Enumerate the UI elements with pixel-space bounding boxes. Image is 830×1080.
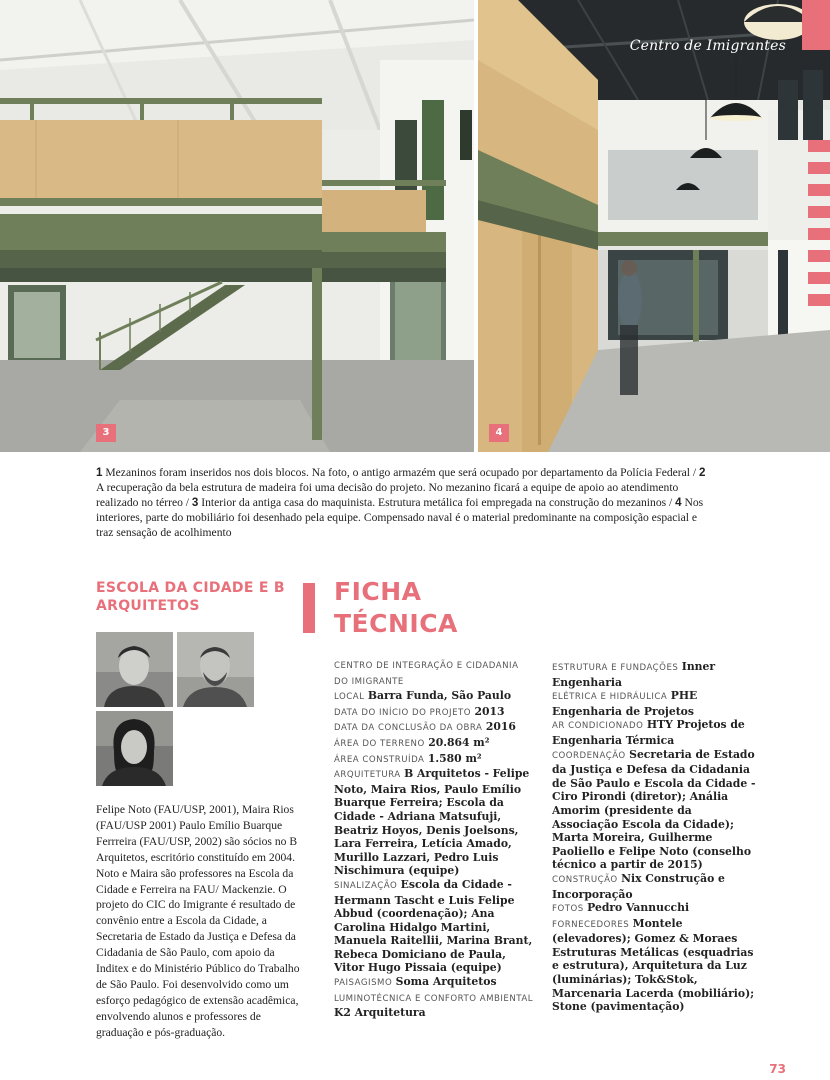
ficha-title-line: TÉCNICA: [334, 609, 458, 638]
photo-number-badge: 3: [96, 424, 116, 442]
ficha-label: LOCAL: [334, 692, 365, 703]
ficha-label: FOTOS: [552, 904, 584, 915]
ficha-entry: [334, 752, 534, 768]
ficha-label: ÁREA DO TERRENO: [334, 738, 425, 749]
ficha-label: ESTRUTURA E FUNDAÇÕES: [552, 663, 679, 673]
bio-heading: ESCOLA DA CIDADE E B ARQUITETOS: [96, 580, 285, 614]
caption-number: 4: [675, 496, 682, 509]
ficha-value: 2013: [474, 704, 505, 718]
photo-caption: [96, 465, 706, 540]
edge-index-marks: [808, 140, 830, 316]
ficha-label: DATA DO INÍCIO DO PROJETO: [334, 707, 472, 718]
ficha-value: Soma Arquitetos: [395, 975, 497, 989]
ficha-label: DATA DA CONCLUSÃO DA OBRA: [334, 723, 483, 734]
ficha-label: FORNECEDORES: [552, 919, 630, 930]
section-tab-marker: [802, 0, 830, 50]
ficha-title-line: FICHA: [334, 577, 422, 606]
bio-text: Felipe Noto (FAU/USP, 2001), Maira Rios (FAU/USP 2001) Paulo Emílio Buarque Ferrreira (FAU/USP, 2002) são sócios no B Arquitetos, escritório constituído em 2004. Noto e Maira são professores na Escola da Cidade e Ferreira na FAU/ Mackenzie. O projeto do CIC do Imigrante é resultado de convênio entre a Escola da Cidade, a Secretaria de Estado da Justiça e Defesa da Cidadania de São Paulo, com apoio da Inditex e do Ministério Público do Trabalho de São Paulo. Foi desenvolvido como um esforço pedagógico de extensão acadêmica, envolvendo alunos e professores de graduação e pós-graduação.: [96, 803, 300, 1039]
ficha-entry: [552, 689, 758, 718]
ficha-entry: [334, 975, 534, 991]
ficha-label: SINALIZAÇÃO: [334, 880, 398, 891]
ficha-value: Escola da Cidade - Hermann Tascht e Luis Felipe Abbud (coordenação); Ana Carolina Hidalgo Martini, Manuela Raitellii, Marina Brant, Rebeca Domiciano de Paula, Vitor Hugo Pissaia (equipe): [334, 877, 533, 975]
caption-number: 3: [191, 496, 199, 509]
ficha-value: 1.580 m²: [427, 751, 482, 765]
ficha-value: K2 Arquitetura: [334, 1006, 426, 1020]
ficha-entry: [334, 767, 534, 878]
ficha-entry: [334, 689, 534, 705]
ficha-entry: [552, 748, 758, 872]
caption-text: A recuperação da bela estrutura de madeira foi uma decisão do projeto. No mezanino ficará a equipe de apoio ao atendimento realizado no térreo /: [96, 481, 679, 509]
ficha-entry: [334, 705, 534, 721]
caption-text: Nos interiores, parte do mobiliário foi desenhado pela equipe. Compensado naval é o material predominante na composição espacial e traz sensação de acolhimento: [96, 496, 704, 539]
ficha-entry: [552, 901, 758, 917]
ficha-entry: [552, 872, 758, 901]
ficha-value: Pedro Vannucchi: [587, 901, 690, 915]
ficha-label: CONSTRUÇÃO: [552, 874, 618, 885]
section-tag: Centro de Imigrantes: [629, 38, 786, 54]
ficha-value: 20.864 m²: [428, 735, 490, 749]
ficha-label: CENTRO DE INTEGRAÇÃO E CIDADANIA DO IMIGRANTE: [334, 661, 519, 687]
ficha-label: ÁREA CONSTRUÍDA: [334, 754, 425, 765]
ficha-entry: [334, 720, 534, 736]
ficha-value: Nix Construção e Incorporação: [552, 871, 725, 901]
ficha-accent-bar: [303, 583, 315, 633]
ficha-entry: [334, 878, 534, 975]
photo-machinist-house-interior: [478, 0, 830, 452]
photo-warehouse-mezzanine: [0, 0, 474, 452]
ficha-label: AR CONDICIONADO: [552, 721, 644, 732]
ficha-entry: [552, 917, 758, 1014]
ficha-label: ELÉTRICA E HIDRÁULICA: [552, 692, 668, 703]
ficha-value: Barra Funda, São Paulo: [367, 689, 512, 703]
caption-number: 2: [699, 466, 706, 479]
ficha-label: ARQUITETURA: [334, 770, 401, 781]
ficha-entry: [334, 658, 534, 689]
ficha-label: PAISAGISMO: [334, 978, 393, 989]
caption-text: Interior da antiga casa do maquinista. Estrutura metálica foi empregada na construção do mezaninos /: [198, 496, 676, 509]
caption-number: 1: [96, 466, 103, 479]
page-number: 73: [769, 1062, 786, 1076]
portrait-photo: [96, 632, 173, 707]
ficha-value: B Arquitetos - Felipe Noto, Maira Rios, Paulo Emílio Buarque Ferreira; Escola da Cidade - Adriana Matsufuji, Beatriz Hoyos, Denis Joelsons, Lara Ferreira, Letícia Amado, Murillo Lazzari, Pedro Luis Nischimura (equipe): [334, 767, 530, 878]
ficha-value: Montele (elevadores); Gomez & Moraes Estruturas Metálicas (esquadrias e estrutura), Arquitetura da Luz (luminárias); Tok&Stok, Marcenaria Lacerda (mobiliário); Stone (pavimentação): [552, 916, 755, 1014]
ficha-entry: [334, 991, 534, 1020]
ficha-value: Secretaria de Estado da Justiça e Defesa da Cidadania de São Paulo e Escola da Cidade - Ciro Pirondi (diretor); Anália Amorim (presidente da Associação Escola da Cidade); Marta Moreira, Guilherme Paoliello e Felipe Noto (conselho técnico a partir de 2015): [552, 747, 756, 872]
ficha-value: Inner Engenharia: [552, 660, 716, 689]
ficha-label: LUMINOTÉCNICA E CONFORTO AMBIENTAL: [334, 993, 534, 1004]
ficha-value: 2016: [485, 720, 516, 734]
ficha-entry: [552, 718, 758, 747]
caption-text: Mezaninos foram inseridos nos dois blocos. Na foto, o antigo armazém que será ocupado por departamento da Polícia Federal /: [102, 466, 700, 479]
ficha-title: [334, 576, 458, 640]
portrait-photo: [96, 711, 173, 786]
ficha-label: COORDENAÇÃO: [552, 750, 626, 761]
ficha-entry: [334, 736, 534, 752]
ficha-column-left: [334, 658, 534, 1020]
ficha-value: HTY Projetos de Engenharia Térmica: [552, 718, 745, 747]
photo-number-badge: 4: [489, 424, 509, 442]
ficha-entry: [552, 660, 758, 689]
portrait-photo: [177, 632, 254, 707]
ficha-column-right: [552, 660, 758, 1014]
ficha-value: PHE Engenharia de Projetos: [552, 689, 698, 718]
